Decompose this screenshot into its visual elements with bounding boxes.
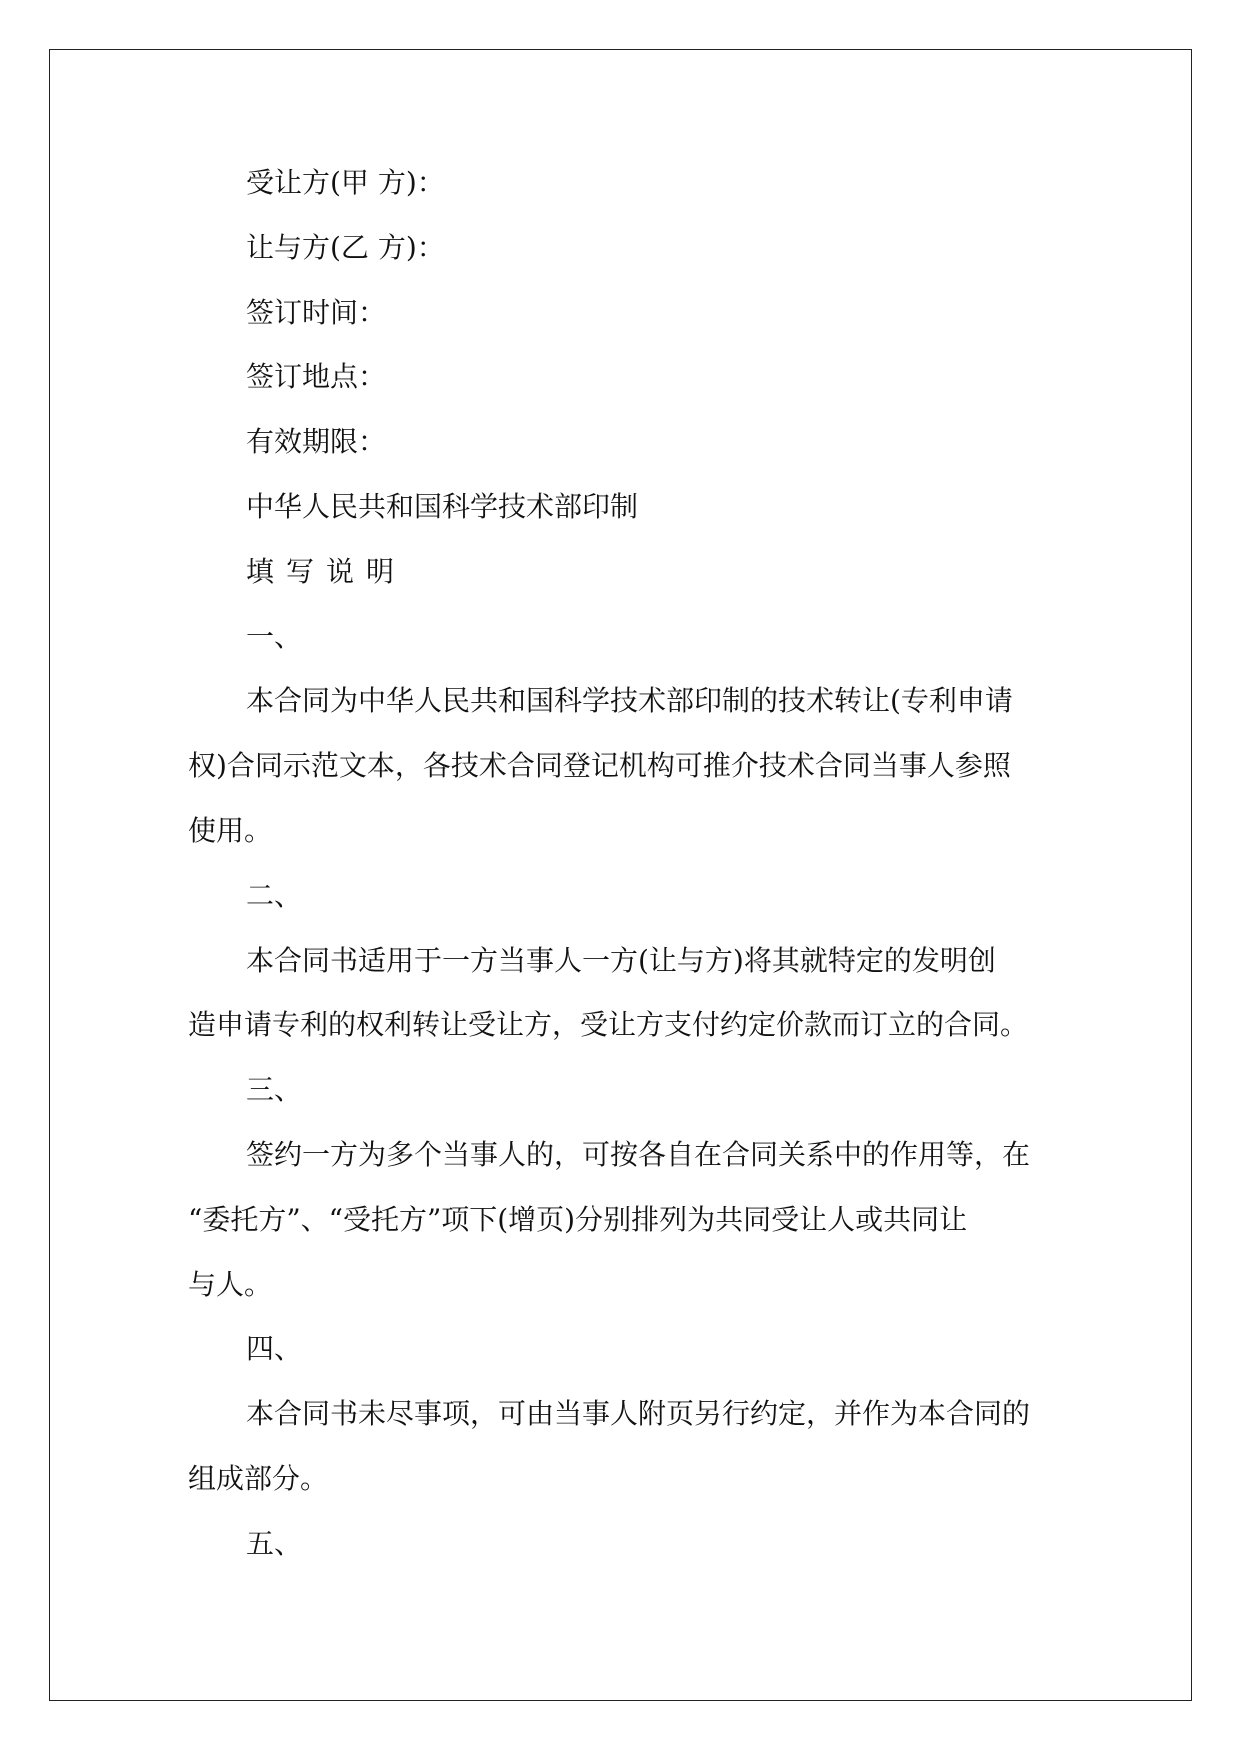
section-2-number: 二、	[246, 878, 303, 912]
section-1-text-line-2: 权)合同示范文本，各技术合同登记机构可推介技术合同当事人参照	[188, 749, 1011, 783]
section-1-text-line-3: 使用。	[188, 813, 273, 847]
signing-place-label: 签订地点：	[246, 360, 387, 394]
section-2-text-line-1: 本合同书适用于一方当事人一方(让与方)将其就特定的发明创	[246, 943, 996, 977]
section-3-text-line-2: “委托方”、“受托方”项下(增页)分别排列为共同受让人或共同让	[188, 1202, 968, 1236]
validity-label: 有效期限：	[246, 425, 387, 459]
section-1-text-line-1: 本合同为中华人民共和国科学技术部印制的技术转让(专利申请	[246, 684, 1013, 718]
section-4-number: 四、	[246, 1332, 303, 1366]
section-3-text-line-1: 签约一方为多个当事人的，可按各自在合同关系中的作用等，在	[246, 1137, 1031, 1171]
instructions-heading: 填写说明	[246, 554, 407, 588]
section-3-number: 三、	[246, 1073, 303, 1107]
section-4-text-line-1: 本合同书未尽事项，可由当事人附页另行约定，并作为本合同的	[246, 1397, 1031, 1431]
section-5-number: 五、	[246, 1526, 303, 1560]
section-3-text-line-3: 与人。	[188, 1267, 273, 1301]
section-2-text-line-2: 造申请专利的权利转让受让方，受让方支付约定价款而订立的合同。	[188, 1008, 1029, 1042]
party-b-label: 让与方(乙 方)：	[246, 230, 445, 264]
section-1-number: 一、	[246, 619, 303, 653]
signing-date-label: 签订时间：	[246, 295, 387, 329]
party-a-label: 受让方(甲 方)：	[246, 166, 445, 199]
document-body	[188, 151, 1068, 1577]
section-4-text-line-2: 组成部分。	[188, 1461, 329, 1495]
printed-by: 中华人民共和国科学技术部印制	[246, 489, 639, 523]
